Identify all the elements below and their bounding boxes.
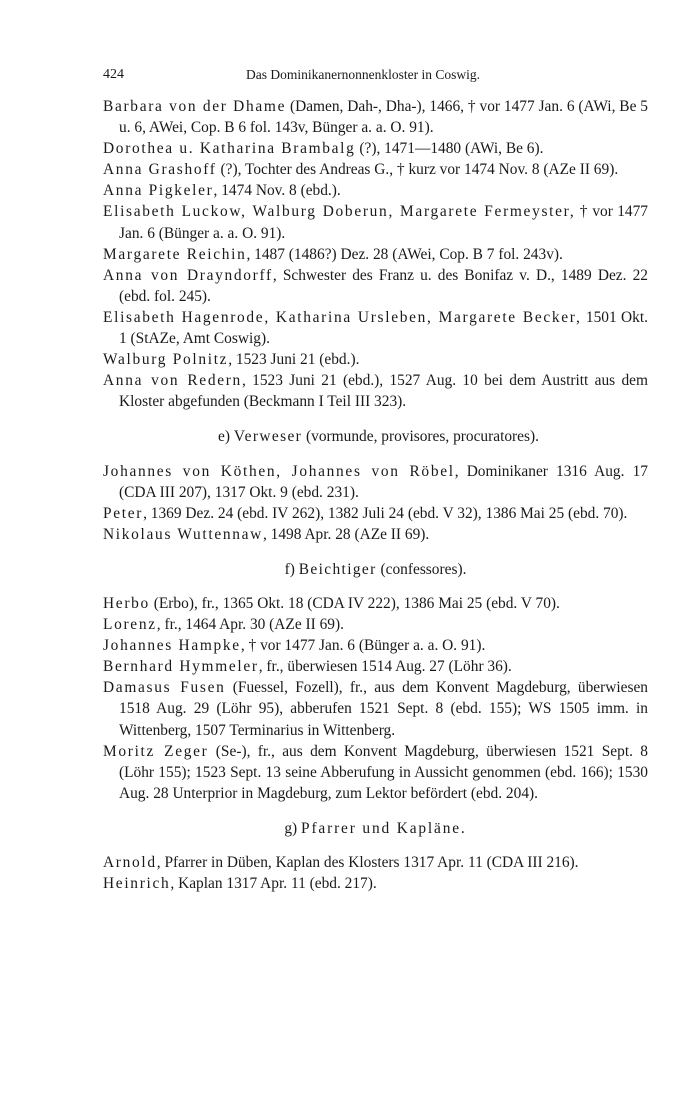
entry-name: Anna von Drayndorff [103, 266, 273, 284]
entry-text: 1501 Okt. 1 (StAZe, Amt Coswig). [119, 308, 648, 348]
running-title: Das Dominikanernonnenkloster in Coswig. [246, 67, 480, 82]
entry-text: , Kaplan 1317 Apr. 11 (ebd. 217). [170, 875, 377, 893]
page-number: 424 [103, 67, 124, 82]
list-item [103, 180, 648, 201]
entry-text: , fr., 1464 Apr. 30 (AZe II 69). [156, 616, 344, 634]
entry-text: (Se-), fr., aus dem Konvent Magdeburg, überwiesen 1521 Sept. 8 (Löhr 155); 1523 Sept. 13 seine Abberufung in Aussicht genommen (ebd. 166); 1530 Aug. 28 Unterprior in Magdeburg, zum Lektor befördert (ebd. 204). [119, 742, 648, 802]
entry-name: Margarete Reichin [103, 245, 247, 263]
entry-name: Bernhard Hymmeler [103, 658, 259, 676]
section-heading-verweser [103, 426, 648, 447]
entry-text: (?), 1471—1480 (AWi, Be 6). [355, 140, 544, 158]
list-item [103, 635, 648, 656]
list-item [103, 461, 648, 503]
section-label: f) [284, 560, 295, 578]
list-item [103, 741, 648, 804]
entry-text: , Pfarrer in Düben, Kaplan des Klosters 1317 Apr. 11 (CDA III 216). [156, 854, 579, 871]
section-heading-beichtiger [103, 559, 648, 580]
entry-text: (Erbo), fr., 1365 Okt. 18 (CDA IV 222), 1386 Mai 25 (ebd. V 70). [149, 594, 560, 612]
entry-text: , fr., überwiesen 1514 Aug. 27 (Löhr 36). [258, 658, 512, 676]
section-subtitle: (confessores). [376, 560, 467, 578]
entry-name: Lorenz [103, 616, 157, 634]
entry-text: (Damen, Dah-, Dha-), 1466, † vor 1477 Jan. 6 (AWi, Be 5 u. 6, AWei, Cop. B 6 fol. 143v, Bünger a. a. O. 91). [119, 98, 648, 137]
entry-name: Anna Pigkeler [103, 182, 214, 200]
list-item [103, 307, 648, 349]
page-body [103, 96, 648, 894]
entry-name: Barbara von der Dhame [103, 98, 287, 115]
list-item [103, 265, 648, 307]
list-item [103, 503, 648, 524]
list-item [103, 614, 648, 635]
section-title: Verweser [233, 428, 303, 446]
entry-name: Herbo [103, 594, 150, 612]
entry-text: , 1523 Juni 21 (ebd.). [228, 351, 360, 369]
entry-text: , 1369 Dez. 24 (ebd. IV 262), 1382 Juli 24 (ebd. V 32), 1386 Mai 25 (ebd. 70). [143, 504, 628, 522]
section-title: Beichtiger [298, 560, 377, 578]
list-item [103, 159, 648, 180]
section-heading-pfarrer [103, 818, 648, 839]
section-label: e) [218, 428, 230, 446]
entry-name: Damasus Fusen [103, 679, 226, 697]
entry-name: Walburg Polnitz [103, 351, 229, 369]
entry-name: Johannes Hampke [103, 637, 241, 655]
entry-text: † vor 1477 Jan. 6 (Bünger a. a. O. 91). [119, 203, 648, 242]
list-item [103, 677, 648, 740]
list-item [103, 138, 648, 159]
list-item [103, 370, 648, 412]
list-item [103, 524, 648, 545]
entry-name: Arnold [103, 854, 157, 871]
list-item [103, 852, 648, 873]
entry-text: , 1487 (1486?) Dez. 28 (AWei, Cop. B 7 fol. 243v). [246, 245, 563, 263]
entry-text: (?), Tochter des Andreas G., † kurz vor 1474 Nov. 8 (AZe II 69). [216, 161, 619, 179]
entry-name: Heinrich [103, 875, 171, 893]
entry-text: , Dominikaner 1316 Aug. 17 (CDA III 207), 1317 Okt. 9 (ebd. 231). [119, 462, 648, 501]
entry-name: Johannes von Köthen, Johannes von Röbel [103, 462, 455, 480]
entry-text: , Schwester des Franz u. des Bonifaz v. D., 1489 Dez. 22 (ebd. fol. 245). [119, 266, 648, 305]
section-title: Pfarrer und Kapläne. [301, 819, 467, 837]
list-item [103, 656, 648, 677]
entry-name: Peter [103, 504, 144, 522]
list-item [103, 96, 648, 138]
list-item [103, 244, 648, 265]
list-item [103, 349, 648, 370]
entry-text: , 1474 Nov. 8 (ebd.). [213, 182, 341, 200]
entry-name: Anna Grashoff [103, 161, 217, 179]
entry-name: Dorothea u. Katharina Brambalg [103, 140, 356, 158]
entry-name: Elisabeth Hagenrode, Katharina Ursleben, Margarete Becker, [103, 308, 582, 326]
section-label: g) [284, 819, 298, 837]
entry-text: , 1498 Apr. 28 (AZe II 69). [262, 525, 430, 543]
list-item [103, 873, 648, 894]
list-item [103, 593, 648, 614]
entry-name: Elisabeth Luckow, Walburg Doberun, Margarete Fermeyster, [103, 203, 576, 221]
list-item [103, 201, 648, 243]
entry-text: , 1523 Juni 21 (ebd.), 1527 Aug. 10 bei dem Austritt aus dem Kloster abgefunden (Beckmann I Teil III 323). [119, 372, 648, 411]
entry-name: Anna von Redern [103, 372, 242, 390]
entry-text: (Fuessel, Fozell), fr., aus dem Konvent Magdeburg, überwiesen 1518 Aug. 29 (Löhr 95), abberufen 1521 Sept. 8 (ebd. 155); WS 1505 imm. in Wittenberg, 1507 Terminarius in Wittenberg. [119, 679, 648, 739]
entry-name: Nikolaus Wuttennaw [103, 525, 263, 543]
entry-text: , † vor 1477 Jan. 6 (Bünger a. a. O. 91). [240, 637, 486, 655]
entry-name: Moritz Zeger [103, 742, 209, 760]
section-subtitle: (vormunde, provisores, procuratores). [302, 428, 539, 446]
